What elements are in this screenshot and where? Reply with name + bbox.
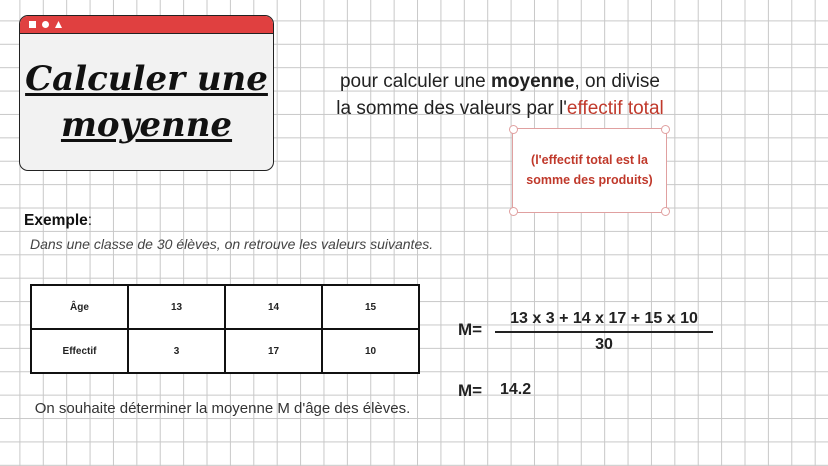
table-cell: Âge <box>31 285 128 329</box>
formula-fraction <box>495 310 713 354</box>
title-bar <box>20 16 273 34</box>
conclusion-text: On souhaite déterminer la moyenne M d'âge des élèves. <box>34 400 411 417</box>
table-cell: Effectif <box>31 329 128 373</box>
title-line-2: moyenne <box>60 105 233 145</box>
square-icon <box>29 21 37 29</box>
example-text: Dans une classe de 30 élèves, on retrouve les valeurs suivantes. <box>30 236 434 252</box>
table-row <box>31 329 419 373</box>
circle-icon <box>42 21 50 29</box>
result-value: 14.2 <box>500 381 532 398</box>
table-cell: 15 <box>322 285 419 329</box>
intro-text <box>300 68 700 122</box>
note-line-1: (l'effectif total est la <box>531 153 648 167</box>
formula-denominator: 30 <box>595 336 613 353</box>
data-table <box>30 284 420 374</box>
example-label-text: Exemple <box>24 212 88 229</box>
note-line-2: somme des produits) <box>526 173 653 187</box>
table-cell: 17 <box>225 329 322 373</box>
table-cell: 14 <box>225 285 322 329</box>
formula-label: M= <box>458 320 483 339</box>
intro-part-2: , on divise <box>574 71 660 92</box>
title-card <box>19 15 274 171</box>
table-cell: 10 <box>322 329 419 373</box>
note-corner <box>509 125 518 134</box>
intro-part-1: pour calculer une <box>339 71 492 92</box>
note-corner <box>509 207 518 216</box>
result-label: M= <box>458 381 483 400</box>
triangle-icon <box>55 21 63 29</box>
table-cell: 13 <box>128 285 225 329</box>
intro-bold: moyenne <box>491 71 575 92</box>
page-title <box>20 56 273 148</box>
title-line-1: Calculer une <box>25 59 268 99</box>
example-colon: : <box>87 212 93 229</box>
table-row <box>31 285 419 329</box>
note-corner <box>661 125 670 134</box>
intro-part-3: la somme des valeurs par l' <box>336 98 567 119</box>
example-label <box>24 212 92 230</box>
note-corner <box>661 207 670 216</box>
formula-numerator: 13 x 3 + 14 x 17 + 15 x 10 <box>495 310 713 333</box>
note-box <box>512 128 667 213</box>
table-cell: 3 <box>128 329 225 373</box>
intro-highlight: effectif total <box>566 98 664 119</box>
